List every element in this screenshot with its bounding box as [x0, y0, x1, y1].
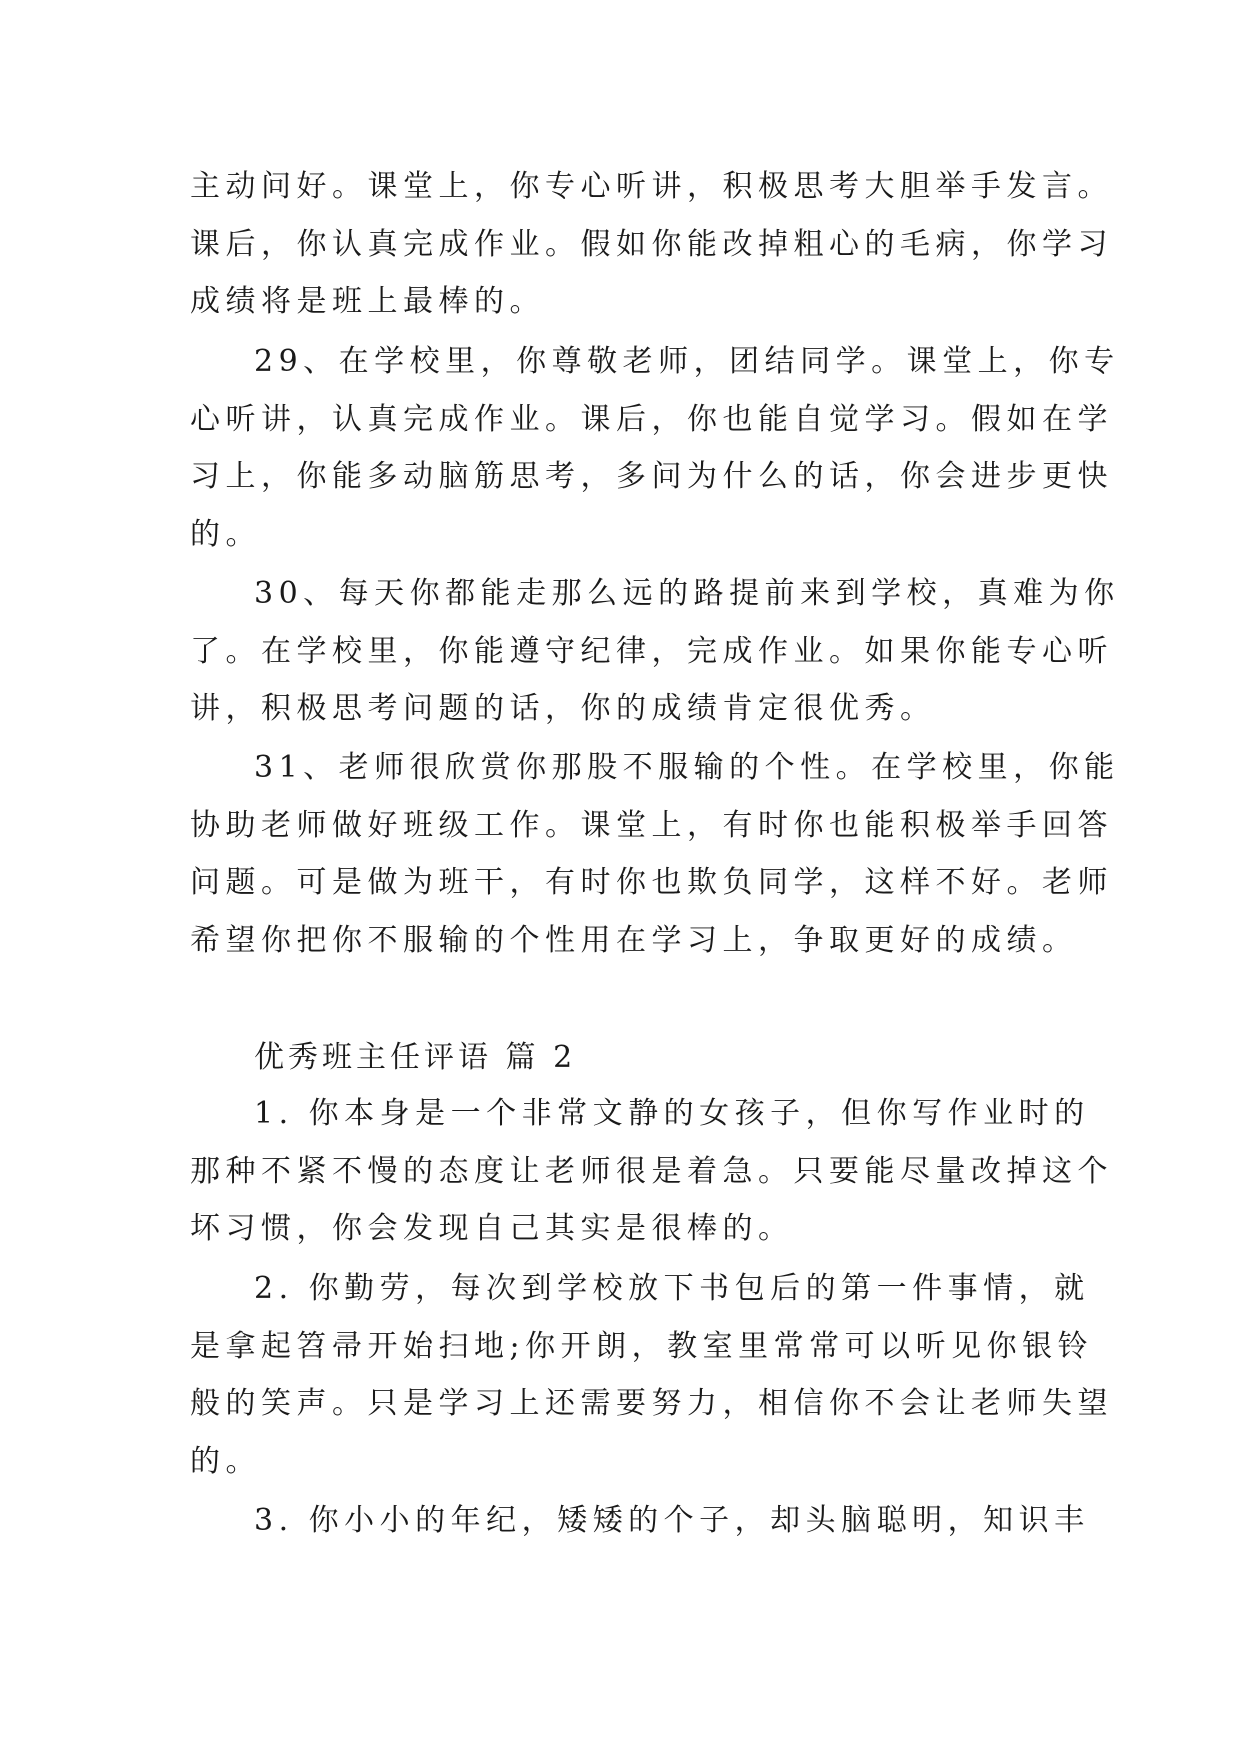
- text-line: 问题。可是做为班干，有时你也欺负同学，这样不好。老师: [190, 865, 1113, 900]
- text-line: 主动问好。课堂上，你专心听讲，积极思考大胆举手发言。: [190, 169, 1113, 204]
- text-line: 3. 你小小的年纪，矮矮的个子，却头脑聪明，知识丰: [254, 1503, 1090, 1538]
- text-line: 的。: [190, 516, 261, 552]
- text-line: 2. 你勤劳，每次到学校放下书包后的第一件事情，就: [254, 1271, 1090, 1306]
- text-line: 习上，你能多动脑筋思考，多问为什么的话，你会进步更快: [190, 459, 1113, 494]
- text-line: 般的笑声。只是学习上还需要努力，相信你不会让老师失望: [190, 1386, 1113, 1421]
- text-line: 坏习惯，你会发现自己其实是很棒的。: [190, 1211, 794, 1246]
- paragraph-s2-item-3: [190, 1492, 1090, 1550]
- text-line: 课后，你认真完成作业。假如你能改掉粗心的毛病，你学习: [190, 226, 1113, 262]
- paragraph-item-29: [190, 333, 1120, 563]
- section-heading: 优秀班主任评语 篇 2: [254, 1040, 577, 1075]
- text-line: 31、老师很欣赏你那股不服输的个性。在学校里，你能: [254, 750, 1120, 785]
- paragraph-item-30: [190, 565, 1120, 738]
- paragraph-s2-item-1: [190, 1085, 1113, 1258]
- paragraph-continuation: [190, 158, 1113, 331]
- text-line: 协助老师做好班级工作。课堂上，有时你也能积极举手回答: [190, 807, 1113, 843]
- text-line: 30、每天你都能走那么远的路提前来到学校，真难为你: [254, 576, 1120, 611]
- text-line: 1. 你本身是一个非常文静的女孩子，但你写作业时的: [254, 1096, 1090, 1131]
- text-line: 希望你把你不服输的个性用在学习上，争取更好的成绩。: [190, 922, 1078, 958]
- text-line: 是拿起笤帚开始扫地;你开朗，教室里常常可以听见你银铃: [190, 1328, 1094, 1364]
- paragraph-item-31: [190, 739, 1120, 969]
- text-line: 29、在学校里，你尊敬老师，团结同学。课堂上，你专: [254, 344, 1120, 379]
- text-line: 的。: [190, 1443, 261, 1479]
- text-line: 讲，积极思考问题的话，你的成绩肯定很优秀。: [190, 691, 936, 726]
- paragraph-s2-item-2: [190, 1260, 1113, 1490]
- text-line: 那种不紧不慢的态度让老师很是着急。只要能尽量改掉这个: [190, 1153, 1113, 1189]
- text-line: 心听讲，认真完成作业。课后，你也能自觉学习。假如在学: [190, 401, 1113, 437]
- text-line: 成绩将是班上最棒的。: [190, 284, 545, 319]
- text-line: 了。在学校里，你能遵守纪律，完成作业。如果你能专心听: [190, 633, 1113, 669]
